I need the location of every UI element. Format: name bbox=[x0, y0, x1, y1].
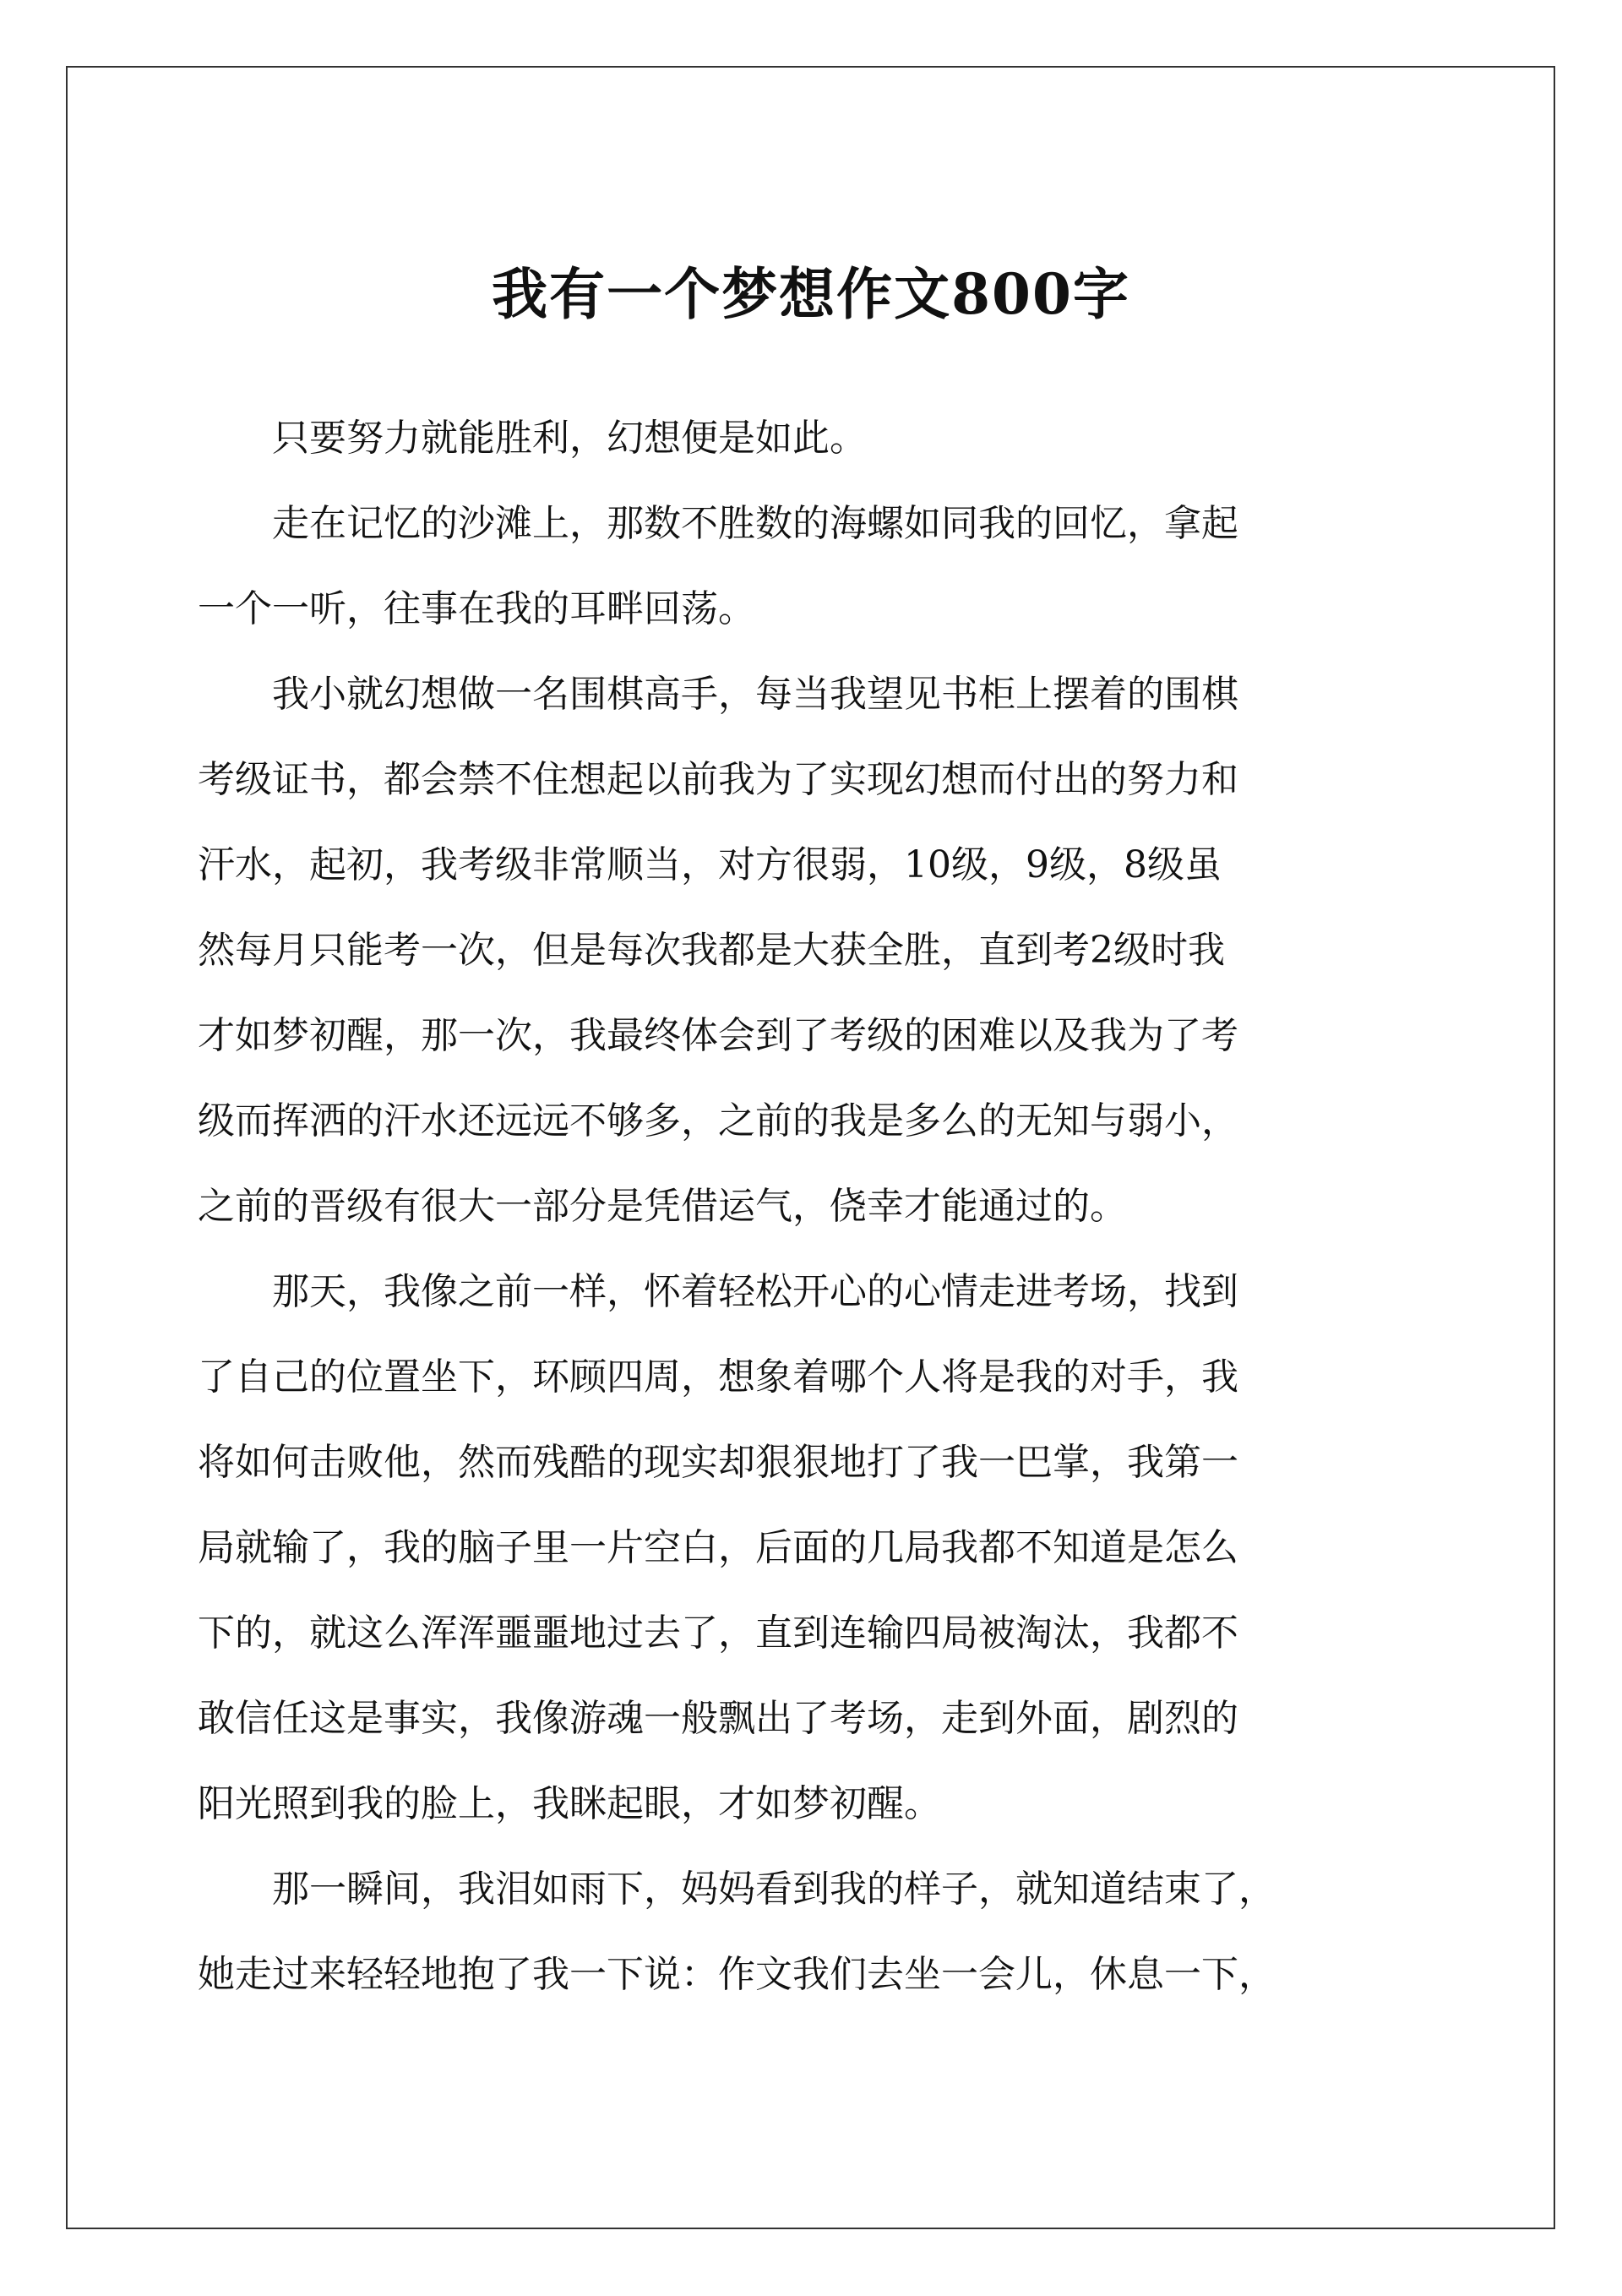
paragraph-3: 我小就幻想做一名围棋高手，每当我望见书柜上摆着的围棋 考级证书，都会禁不住想起以前我为了实现幻想而付出的努力和 汗水，起初，我考级非常顺当，对方很弱，10级，9级，8级虽 然每月只能考一次，但是每次我都是大获全胜，直到考2级时我 才如梦初醒，那一次，我最终体会到了考级的困难以及我为了考 级而挥洒的汗水还远远不够多，之前的我是多么的无知与弱小， 之前的晋级有很大一部分是凭借运气，侥幸才能通过的。 bbox=[198, 673, 1238, 1228]
document-body bbox=[198, 395, 1424, 2017]
paragraph-4: 那天，我像之前一样，怀着轻松开心的心情走进考场，找到 了自己的位置坐下，环顾四周，想象着哪个人将是我的对手，我 将如何击败他，然而残酷的现实却狠狠地打了我一巴掌，我第一 局就输了，我的脑子里一片空白，后面的几局我都不知道是怎么 下的，就这么浑浑噩噩地过去了，直到连输四局被淘汰，我都不 敢信任这是事实，我像游魂一般飘出了考场，走到外面，剧烈的 阳光照到我的脸上，我眯起眼，才如梦初醒。 bbox=[198, 1270, 1238, 1825]
paragraph-1: 只要努力就能胜利，幻想便是如此。 bbox=[272, 417, 867, 460]
paragraph-2: 走在记忆的沙滩上，那数不胜数的海螺如同我的回忆，拿起 一个一听，往事在我的耳畔回荡。 bbox=[198, 502, 1238, 630]
document-title: 我有一个梦想作文800字 bbox=[492, 261, 1130, 327]
paragraph-5: 那一瞬间，我泪如雨下，妈妈看到我的样子，就知道结束了， 她走过来轻轻地抱了我一下说：作文我们去坐一会儿，休息一下， bbox=[198, 1868, 1276, 1996]
